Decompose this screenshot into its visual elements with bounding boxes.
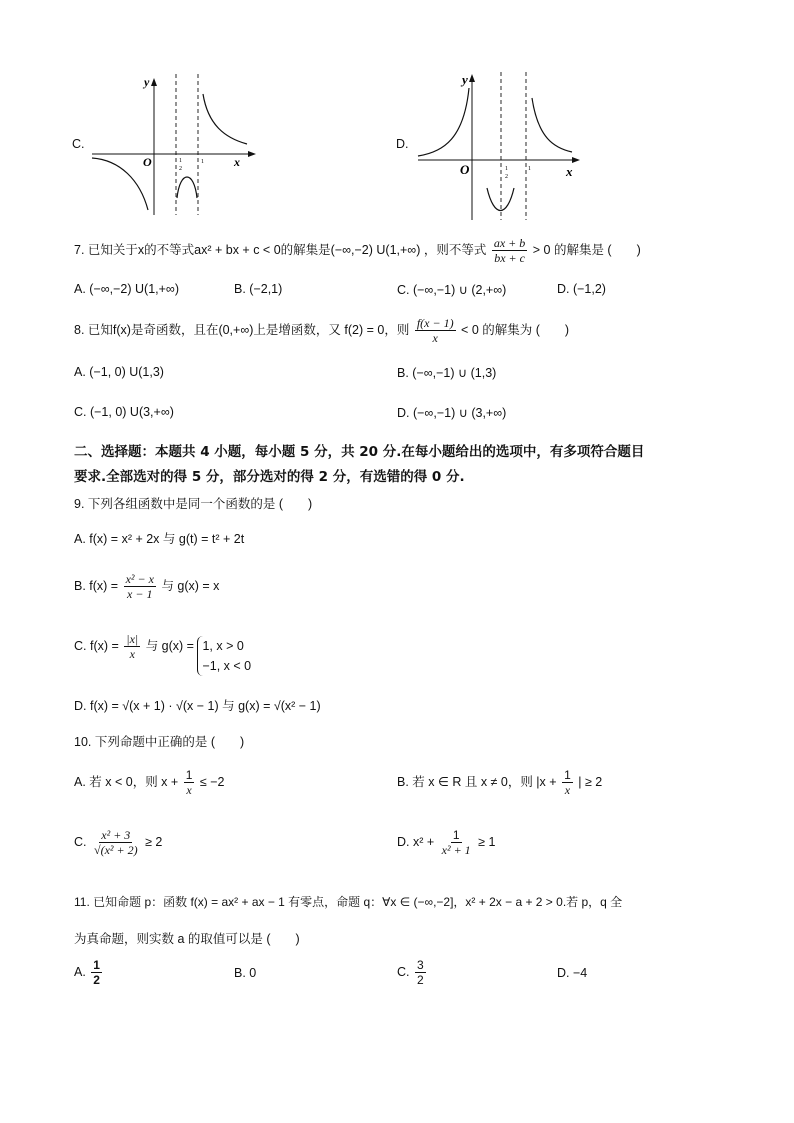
q8-stem [74, 316, 569, 345]
q11-a-fraction [91, 958, 102, 987]
q11-c-fraction [415, 958, 426, 987]
q9-b-num: x² − x [125, 572, 154, 586]
curve-middle [177, 177, 197, 198]
q10-a-fraction [184, 768, 195, 797]
q9-c-mid: 与 g(x) = [145, 638, 194, 653]
q10-d-num: 1 [452, 828, 460, 842]
q7-stem-text: 7. 已知关于x的不等式ax² + bx + c < 0的解集是(−∞,−2) U(1,+∞) ，则不等式 [74, 242, 487, 257]
q7-option-d[interactable]: D. (−1,2) [557, 282, 606, 296]
q7-frac-num: ax + b [493, 236, 526, 250]
curve-right [203, 94, 247, 144]
q9-c-den: x [129, 647, 135, 661]
q9-option-d[interactable]: D. f(x) = √(x + 1) · √(x − 1) 与 g(x) = √(x² − 1) [74, 699, 321, 713]
q10-stem: 10. 下列命题中正确的是 ( ) [74, 735, 245, 749]
q7-option-c[interactable]: C. (−∞,−1) ∪ (2,+∞) [397, 283, 507, 297]
q9-c-cases [197, 636, 251, 676]
q10-c-post: ≥ 2 [145, 834, 163, 849]
q9-option-c[interactable] [74, 632, 251, 676]
q10-b-den: x [564, 783, 571, 797]
curve-left [418, 88, 469, 156]
q10-c-num: x² + 3 [101, 828, 131, 842]
curve-middle [487, 188, 514, 211]
q9-option-a[interactable]: A. f(x) = x² + 2x 与 g(t) = t² + 2t [74, 532, 245, 546]
q9-c-num: |x| [126, 632, 139, 646]
q9-b-post: 与 g(x) = x [161, 578, 220, 593]
q10-c-pre: C. [74, 834, 87, 849]
q10-c-den: √(x² + 2) [93, 843, 138, 857]
curve-left [92, 158, 148, 210]
q9-b-den: x − 1 [127, 587, 153, 601]
option-c-label: C. [72, 137, 85, 151]
tick-half-num: 1 [505, 166, 508, 172]
q10-a-pre: A. 若 x < 0，则 x + [74, 774, 179, 789]
y-axis-arrow [469, 74, 475, 82]
q7-fraction [492, 236, 527, 265]
q9-option-b[interactable] [74, 572, 219, 601]
q8-option-c[interactable]: C. (−1, 0) U(3,+∞) [74, 405, 174, 419]
graph-d [414, 68, 584, 224]
q9-c-case2: −1, x < 0 [202, 658, 252, 673]
q11-option-a[interactable] [74, 958, 104, 987]
q10-d-post: ≥ 1 [478, 834, 496, 849]
q7-frac-den: bx + c [494, 251, 525, 265]
q9-stem: 9. 下列各组函数中是同一个函数的是 ( ) [74, 497, 313, 511]
q10-d-pre: D. x² + [397, 834, 435, 849]
tick-half-den: 2 [179, 166, 182, 172]
q10-a-den: x [186, 783, 192, 797]
section2-heading-line1: 二、选择题：本题共 4 小题，每小题 5 分，共 20 分.在每小题给出的选项中，有多项符合题目 [74, 444, 645, 460]
q8-fraction [415, 316, 456, 345]
q10-option-a[interactable] [74, 768, 224, 797]
q11-c-den: 2 [416, 973, 424, 987]
q9-c-case1: 1, x > 0 [202, 638, 244, 653]
q11-option-b[interactable]: B. 0 [234, 966, 257, 980]
x-axis-arrow [572, 157, 580, 163]
y-axis-arrow [151, 78, 157, 86]
q11-a-label: A. [74, 964, 86, 979]
graph-c [90, 70, 260, 220]
q10-c-fraction [92, 828, 140, 857]
q10-b-pre: B. 若 x ∈ R 且 x ≠ 0，则 |x + [397, 774, 557, 789]
q7-stem [74, 236, 641, 265]
q7-option-a[interactable]: A. (−∞,−2) U(1,+∞) [74, 282, 180, 296]
origin-label: O [460, 162, 470, 177]
y-label: y [144, 75, 150, 89]
q10-a-post: ≤ −2 [199, 774, 225, 789]
q10-option-b[interactable] [397, 768, 602, 797]
curve-right [532, 98, 572, 152]
x-label: x [234, 155, 240, 169]
q7-stem-end: > 0 的解集是 ( ) [532, 242, 641, 257]
origin-label: O [143, 155, 152, 169]
q8-option-a[interactable]: A. (−1, 0) U(1,3) [74, 365, 164, 379]
q11-a-den: 2 [93, 973, 100, 987]
q8-option-b[interactable]: B. (−∞,−1) ∪ (1,3) [397, 366, 497, 380]
tick-half-num: 1 [179, 158, 182, 164]
tick-one: 1 [528, 166, 531, 172]
option-d-label: D. [396, 137, 409, 151]
q11-option-c[interactable] [397, 958, 428, 987]
q7-option-b[interactable]: B. (−2,1) [234, 282, 283, 296]
q9-c-fraction [124, 632, 140, 661]
q8-frac-den: x [432, 331, 438, 345]
q8-stem-end: < 0 的解集为 ( ) [461, 322, 570, 337]
q11-stem-line1: 11. 已知命题 p：函数 f(x) = ax² + ax − 1 有零点，命题 q：∀x ∈ (−∞,−2]，x² + 2x − a + 2 > 0.若 p，q 全 [74, 895, 623, 909]
q11-c-num: 3 [416, 958, 424, 972]
q10-b-num: 1 [564, 768, 571, 782]
q9-b-fraction [124, 572, 156, 601]
q10-b-post: | ≥ 2 [578, 774, 603, 789]
q9-c-pre: C. f(x) = [74, 638, 119, 653]
tick-half-den: 2 [505, 174, 508, 180]
tick-one: 1 [201, 159, 204, 165]
section2-heading-line2: 要求.全部选对的得 5 分，部分选对的得 2 分，有选错的得 0 分. [74, 469, 465, 485]
x-label: x [566, 164, 573, 179]
q11-option-d[interactable]: D. −4 [557, 966, 588, 980]
q10-d-fraction [440, 828, 473, 857]
q11-c-label: C. [397, 964, 410, 979]
q11-a-num: 1 [93, 958, 100, 972]
x-axis-arrow [248, 151, 256, 157]
q11-stem-line2: 为真命题，则实数 a 的取值可以是 ( ) [74, 932, 300, 946]
q10-option-d[interactable] [397, 828, 495, 857]
q8-frac-num: f(x − 1) [416, 316, 454, 330]
q9-b-pre: B. f(x) = [74, 578, 119, 593]
q10-b-fraction [562, 768, 573, 797]
q10-d-den: x² + 1 [441, 843, 471, 857]
q10-option-c[interactable] [74, 828, 162, 857]
q8-option-d[interactable]: D. (−∞,−1) ∪ (3,+∞) [397, 406, 507, 420]
q10-a-num: 1 [185, 768, 193, 782]
q8-stem-text: 8. 已知f(x)是奇函数，且在(0,+∞)上是增函数，又 f(2) = 0，则 [74, 322, 410, 337]
y-label: y [462, 72, 468, 87]
